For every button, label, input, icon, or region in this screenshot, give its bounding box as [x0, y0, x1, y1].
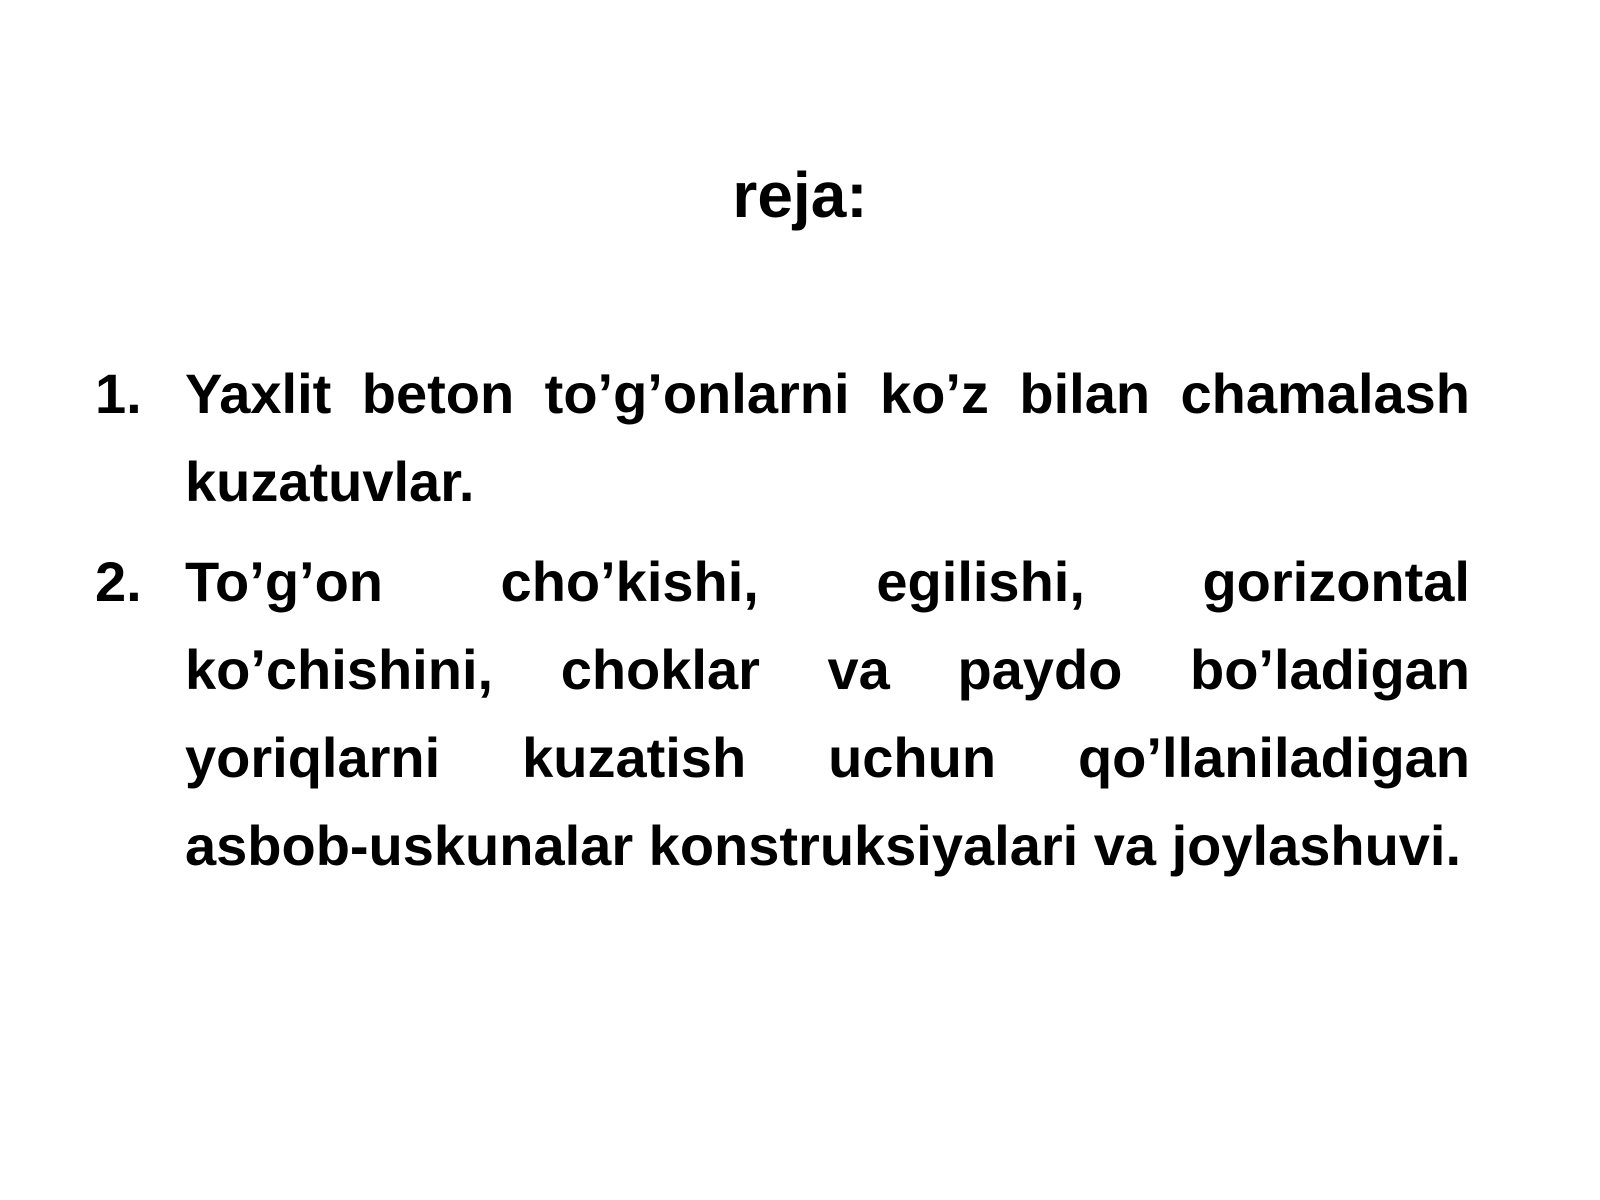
slide-title: reja: — [732, 159, 868, 231]
list-item-text: Yaxlit beton to’g’onlarni ko’z bilan chamalash kuzatuvlar. — [185, 362, 1470, 513]
list-item — [0, 350, 1600, 526]
list-item-number: 1. — [95, 362, 142, 425]
agenda-list — [0, 350, 1600, 890]
list-item — [0, 538, 1600, 890]
list-item-number: 2. — [95, 550, 142, 613]
list-item-text: To’g’on cho’kishi, egilishi, gorizontal ko’chishini, choklar va paydo bo’ladigan yoriqlarni kuzatish uchun qo’llaniladigan asbob-uskunalar konstruksiyalari va joylashuvi. — [185, 550, 1470, 877]
